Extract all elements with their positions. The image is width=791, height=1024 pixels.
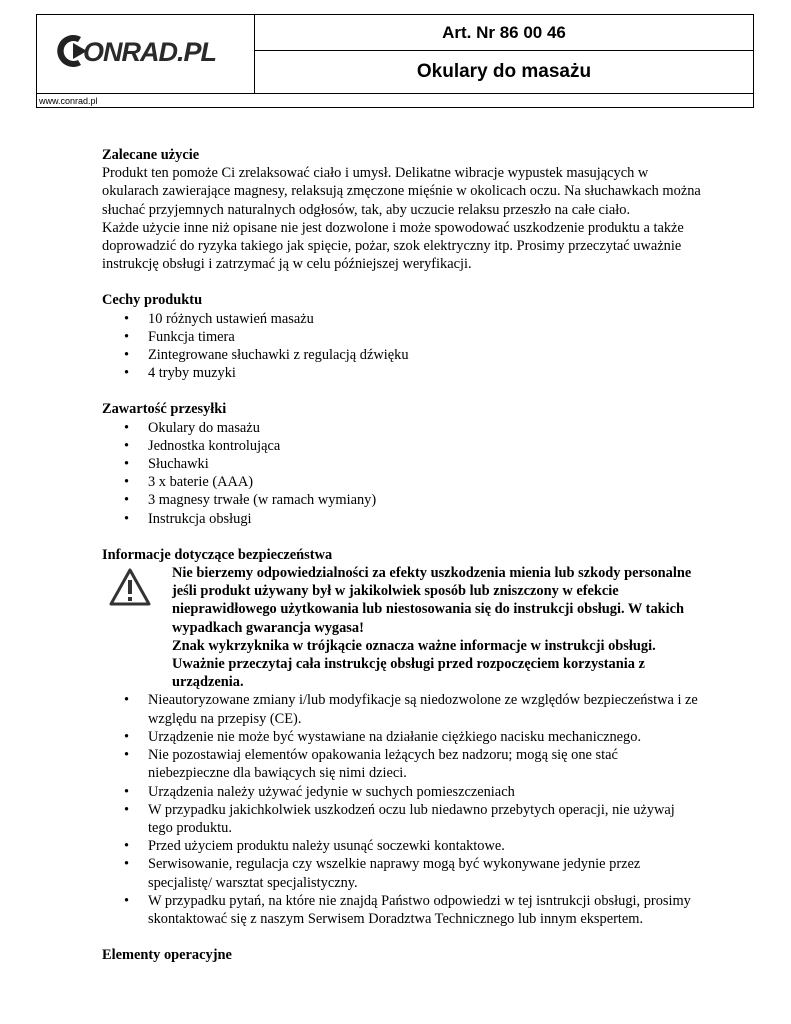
svg-text:ONRAD.PL: ONRAD.PL <box>83 37 216 67</box>
intended-use-paragraph-2: Każde użycie inne niż opisane nie jest dozwolone i może spowodować uszkodzenie produktu a także doprowadzić do ryzyka takiego jak spięcie, pożar, szok elektryczny itp. Prosimy przeczytać uważnie instrukcję obsługi i zatrzymać ją w celu późniejszej weryfikacji. <box>102 219 684 273</box>
website-link[interactable]: www.conrad.pl <box>37 93 753 109</box>
product-title: Okulary do masażu <box>416 61 592 82</box>
list-item: • Nieautoryzowane zmiany i/lub modyfikacje są niedozwolone ze względów bezpieczeństwa i ze względu na przepisy (CE). <box>102 691 702 727</box>
list-item: • Serwisowanie, regulacja czy wszelkie naprawy mogą być wykonywane jedynie przez specjalistę/ warsztat specjalistyczny. <box>102 855 702 891</box>
list-item: • W przypadku jakichkolwiek uszkodzeń oczu lub niedawno przebytych operacji, nie używaj tego produktu. <box>102 801 702 837</box>
list-item: • W przypadku pytań, na które nie znajdą Państwo odpowiedzi w tej isntrukcji obsługi, prosimy skontaktować się z naszym Serwisem Doradztwa Technicznego lub innym ekspertem. <box>102 892 702 928</box>
document-header <box>36 14 754 108</box>
features-heading: Cechy produktu <box>102 292 203 309</box>
list-item: • Funkcja timera <box>102 328 702 346</box>
warning-text-2: Znak wykrzyknika w trójkącie oznacza ważne informacje w instrukcji obsługi. Uważnie przeczytaj cała instrukcję obsługi przed rozpoczęciem korzystania z urządzenia. <box>172 637 656 691</box>
list-item: • Urządzenia należy używać jedynie w suchych pomieszczeniach <box>102 783 702 801</box>
list-item: • Urządzenie nie może być wystawiane na działanie ciężkiego nacisku mechanicznego. <box>102 728 702 746</box>
article-number: Art. Nr 86 00 46 <box>255 15 753 51</box>
list-item: • 10 różnych ustawień masażu <box>102 310 702 328</box>
list-item: • 3 magnesy trwałe (w ramach wymiany) <box>102 491 702 509</box>
list-item: • 3 x baterie (AAA) <box>102 473 702 491</box>
intended-use-paragraph-1: Produkt ten pomoże Ci zrelaksować ciało i umysł. Delikatne wibracje wypustek masujących w okularach zawierające magnesy, relaksują zmęczone mięśnie w okolicach oczu. Na słuchawkach można słuchać przyjemnych naturalnych odgłosów, tak, aby uczucie relaksu przeszło na całe ciało. <box>102 165 701 218</box>
safety-warning <box>102 564 702 691</box>
warning-text-1: Nie bierzemy odpowiedzialności za efekty uszkodzenia mienia lub szkody personalne jeśli produkt używany był w jakikolwiek sposób lub zniszczony w efekcie nieprawidłowego użytkowania lub niestosowania się do instrukcji obsługi. W takich wypadkach gwarancja wygasa! <box>172 565 692 636</box>
logo-cell <box>37 15 255 93</box>
list-item: • Zintegrowane słuchawki z regulacją dźwięku <box>102 346 702 364</box>
list-item: • Nie pozostawiaj elementów opakowania leżących bez nadzoru; mogą się one stać niebezpieczne dla bawiących się nimi dzieci. <box>102 746 702 782</box>
list-item: • Instrukcja obsługi <box>102 510 702 528</box>
conrad-logo <box>51 31 241 71</box>
safety-list <box>102 691 702 928</box>
operating-elements-heading: Elementy operacyjne <box>102 947 232 964</box>
list-item: • Jednostka kontrolująca <box>102 437 702 455</box>
features-list <box>102 310 702 383</box>
list-item: • Słuchawki <box>102 455 702 473</box>
list-item: • Przed użyciem produktu należy usunąć soczewki kontaktowe. <box>102 837 702 855</box>
intended-use-heading: Zalecane użycie <box>102 147 200 163</box>
contents-heading: Zawartość przesyłki <box>102 401 227 418</box>
list-item: • 4 tryby muzyki <box>102 364 702 382</box>
warning-triangle-icon <box>109 568 151 608</box>
document-body <box>102 146 702 964</box>
list-item: • Okulary do masażu <box>102 419 702 437</box>
safety-heading: Informacje dotyczące bezpieczeństwa <box>102 546 333 563</box>
contents-list <box>102 419 702 528</box>
